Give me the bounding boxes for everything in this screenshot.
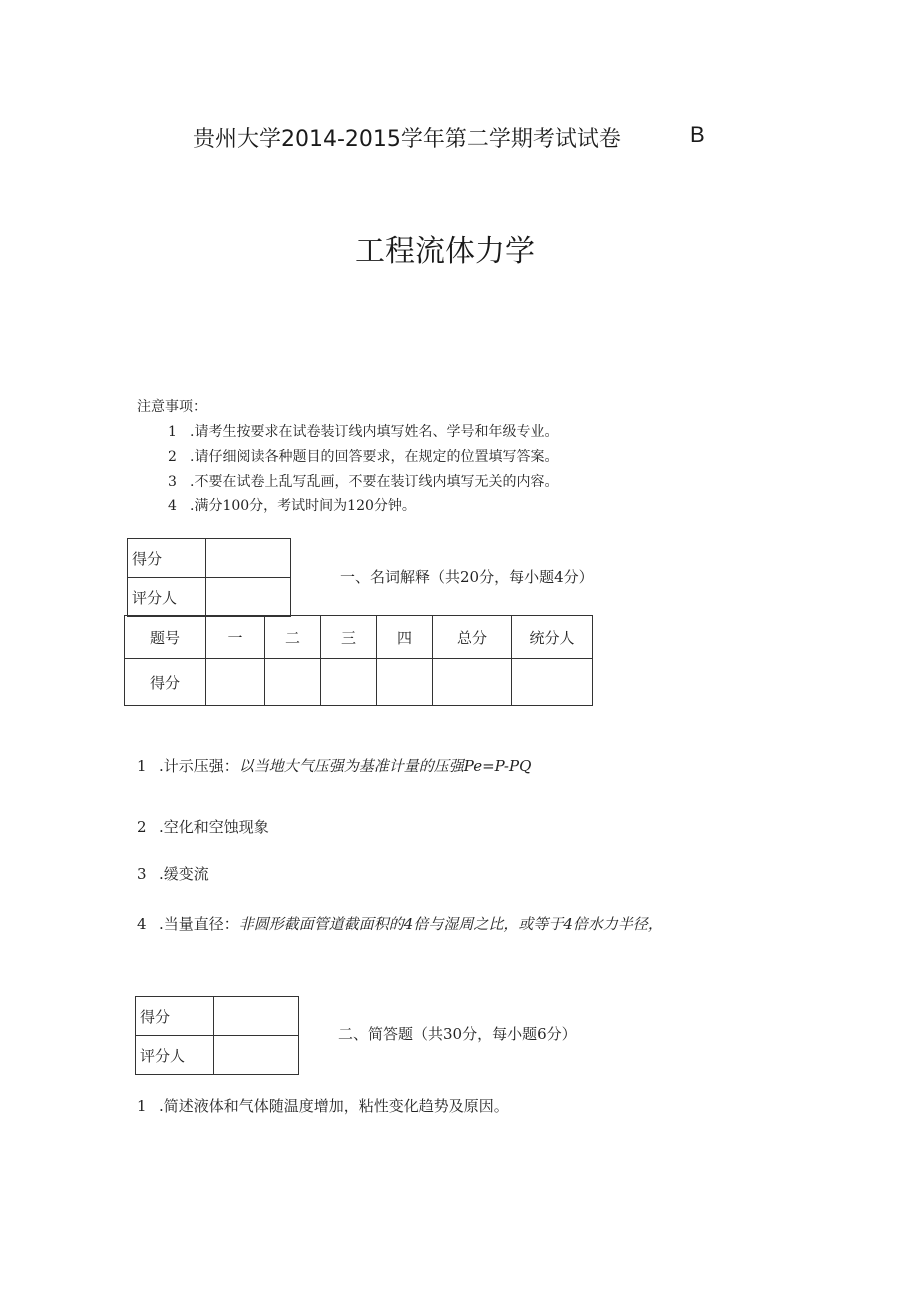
summary-header-cell: 二 bbox=[265, 616, 321, 659]
note-number: 4 bbox=[168, 498, 177, 514]
summary-header-row bbox=[125, 616, 593, 659]
summary-score-cell[interactable] bbox=[265, 659, 321, 706]
summary-score-cell[interactable] bbox=[321, 659, 377, 706]
summary-score-row bbox=[125, 659, 593, 706]
question-answer: 以当地大气压强为基准计量的压强Pe=P-PQ bbox=[238, 757, 532, 775]
section2-heading: 二、简答题（共30分，每小题6分） bbox=[338, 1025, 577, 1043]
note-number: 1 bbox=[168, 424, 177, 440]
question-number: 1 bbox=[137, 1097, 147, 1115]
question-text: .缓变流 bbox=[159, 865, 209, 883]
summary-header-cell: 题号 bbox=[125, 616, 206, 659]
note-text: .请仔细阅读各种题目的回答要求，在规定的位置填写答案。 bbox=[190, 449, 559, 465]
question-text: .空化和空蚀现象 bbox=[159, 818, 269, 836]
summary-table bbox=[124, 615, 593, 706]
grader-field[interactable] bbox=[214, 1036, 299, 1075]
grader-field[interactable] bbox=[206, 578, 291, 617]
note-number: 3 bbox=[168, 474, 177, 490]
grader-label: 评分人 bbox=[128, 578, 206, 617]
summary-score-cell[interactable] bbox=[377, 659, 433, 706]
note-item bbox=[168, 495, 416, 515]
summary-header-cell: 三 bbox=[321, 616, 377, 659]
question-number: 4 bbox=[137, 915, 147, 933]
note-text: .满分100分，考试时间为120分钟。 bbox=[190, 498, 416, 514]
summary-header-cell: 一 bbox=[206, 616, 265, 659]
summary-row-label: 得分 bbox=[125, 659, 206, 706]
summary-score-cell[interactable] bbox=[433, 659, 512, 706]
section1-score-box bbox=[127, 538, 291, 617]
score-label: 得分 bbox=[128, 539, 206, 578]
score-field[interactable] bbox=[206, 539, 291, 578]
note-item bbox=[168, 446, 558, 466]
note-number: 2 bbox=[168, 449, 177, 465]
summary-score-cell[interactable] bbox=[206, 659, 265, 706]
question-item bbox=[137, 816, 269, 837]
summary-header-cell: 统分人 bbox=[512, 616, 593, 659]
note-text: .请考生按要求在试卷装订线内填写姓名、学号和年级专业。 bbox=[190, 424, 559, 440]
score-label: 得分 bbox=[136, 997, 214, 1036]
question-answer: 非圆形截面管道截面积的4倍与湿周之比，或等于4倍水力半径， bbox=[238, 915, 663, 933]
note-text: .不要在试卷上乱写乱画，不要在装订线内填写无关的内容。 bbox=[190, 474, 559, 490]
summary-score-cell[interactable] bbox=[512, 659, 593, 706]
question-text: .当量直径： bbox=[159, 915, 239, 933]
question-number: 2 bbox=[137, 818, 147, 836]
course-title: 工程流体力学 bbox=[355, 234, 535, 269]
question-number: 3 bbox=[137, 865, 147, 883]
question-item bbox=[137, 863, 209, 884]
note-item bbox=[168, 421, 558, 441]
question-text: .计示压强： bbox=[159, 757, 239, 775]
section2-score-box bbox=[135, 996, 299, 1075]
summary-header-cell: 四 bbox=[377, 616, 433, 659]
question-item bbox=[137, 913, 663, 934]
grader-label: 评分人 bbox=[136, 1036, 214, 1075]
exam-variant: B bbox=[690, 122, 705, 147]
question-item bbox=[137, 755, 531, 776]
question-item bbox=[137, 1095, 509, 1116]
question-number: 1 bbox=[137, 757, 147, 775]
summary-header-cell: 总分 bbox=[433, 616, 512, 659]
score-field[interactable] bbox=[214, 997, 299, 1036]
question-text: .简述液体和气体随温度增加，粘性变化趋势及原因。 bbox=[159, 1097, 509, 1115]
note-item bbox=[168, 471, 558, 491]
notes-title: 注意事项： bbox=[137, 399, 207, 415]
section1-heading: 一、名词解释（共20分，每小题4分） bbox=[340, 568, 594, 586]
exam-title: 贵州大学2014-2015学年第二学期考试试卷 bbox=[193, 127, 621, 152]
